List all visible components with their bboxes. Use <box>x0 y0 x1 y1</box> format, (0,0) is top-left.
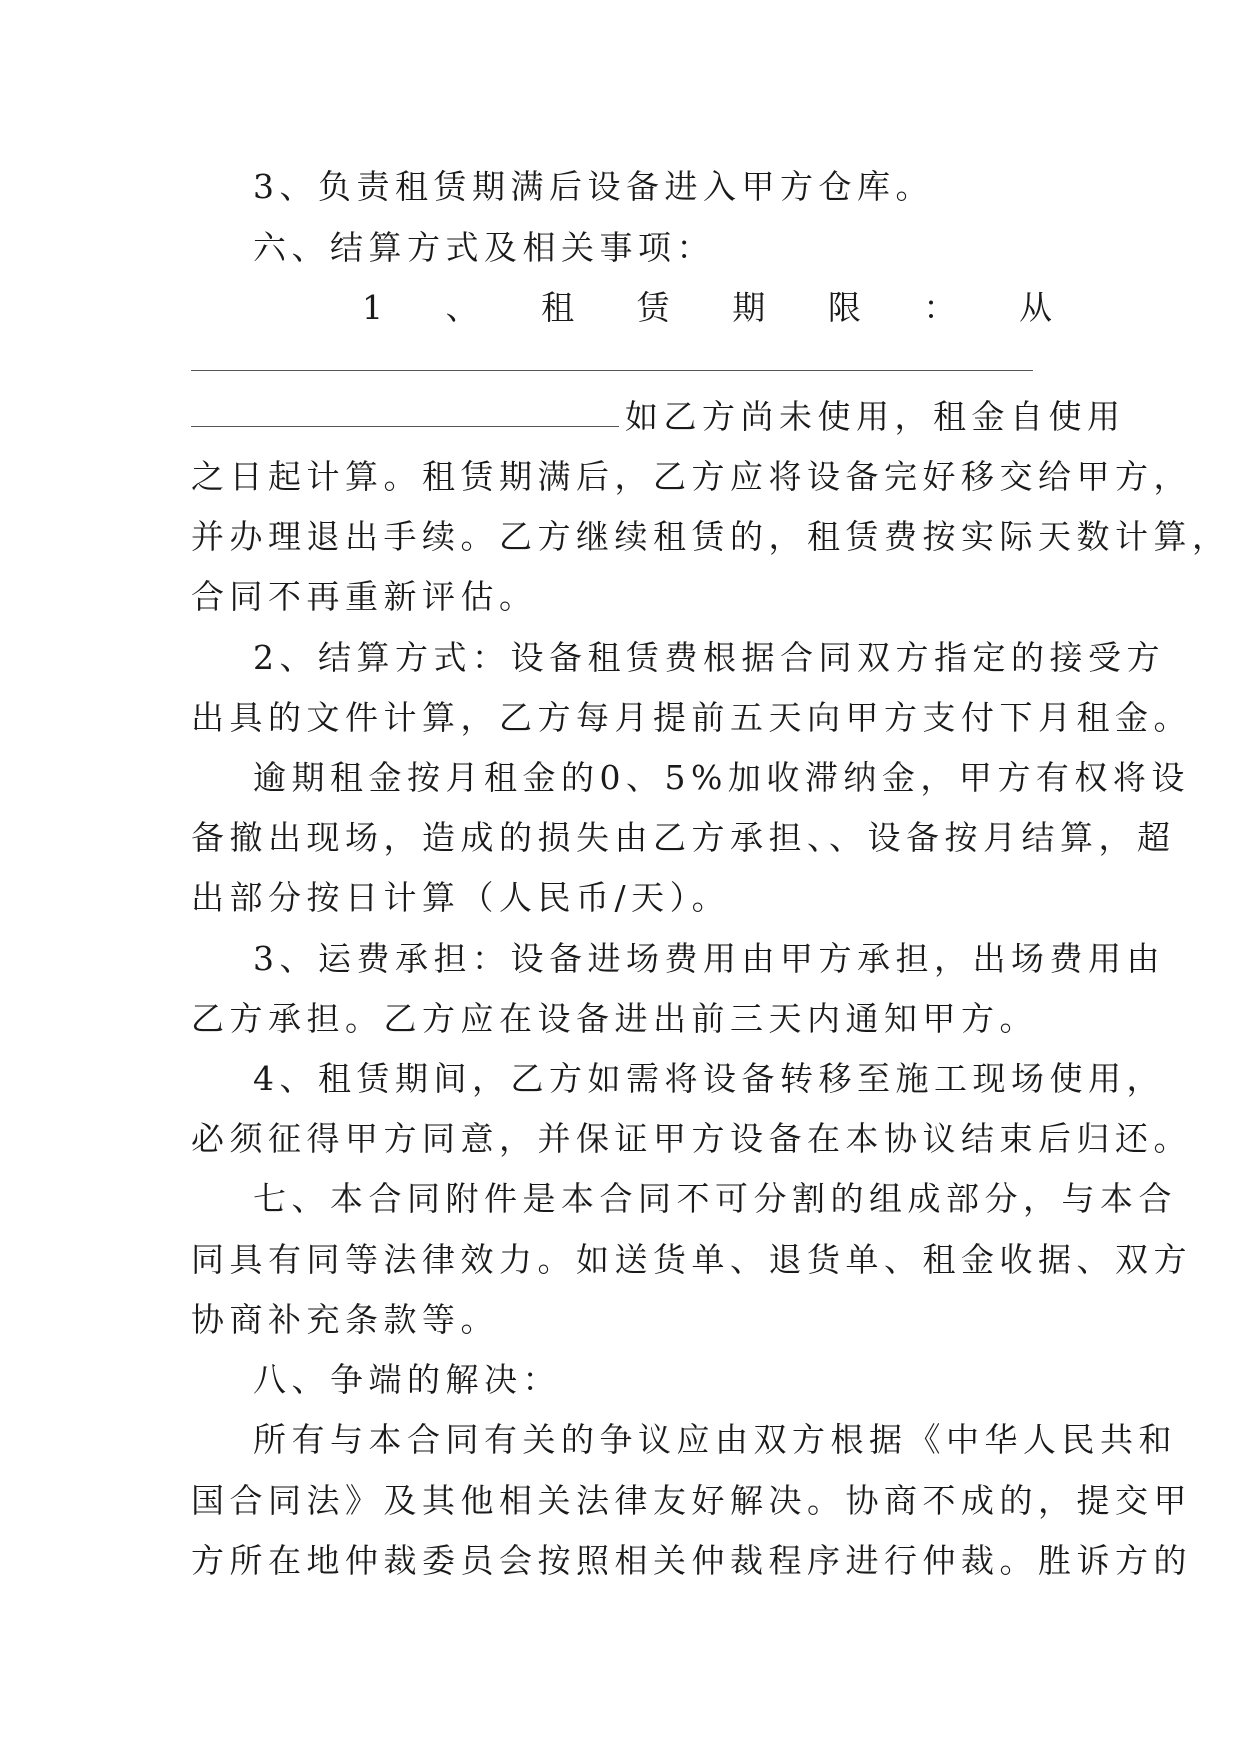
paragraph-line: 七、本合同附件是本合同不可分割的组成部分，与本合 <box>253 1179 1177 1218</box>
paragraph-line: 同具有同等法律效力。如送货单、退货单、租金收据、双方 <box>191 1240 1192 1279</box>
paragraph-text: 如乙方尚未使用，租金自使用 <box>625 397 1126 436</box>
paragraph-line: 必须征得甲方同意，并保证甲方设备在本协议结束后归还。 <box>191 1119 1192 1158</box>
section-heading-disputes: 八、争端的解决： <box>253 1360 561 1399</box>
lease-term-char: 1 <box>362 288 383 327</box>
paragraph-line: 出具的文件计算，乙方每月提前五天向甲方支付下月租金。 <box>191 698 1192 737</box>
paragraph-line: 逾期租金按月租金的0、5%加收滞纳金，甲方有权将设 <box>253 758 1190 797</box>
lease-term-char: ： <box>923 288 957 327</box>
paragraph-line: 备撤出现场，造成的损失由乙方承担、、设备按月结算，超 <box>191 818 1176 857</box>
lease-term-char: 赁 <box>636 288 670 327</box>
paragraph-line: 乙方承担。乙方应在设备进出前三天内通知甲方。 <box>191 999 1038 1038</box>
fill-in-blank-line <box>191 370 1033 371</box>
lease-term-char: 、 <box>445 288 479 327</box>
lease-term-char: 限 <box>827 288 861 327</box>
paragraph-line: 4、租赁期间，乙方如需将设备转移至施工现场使用， <box>253 1059 1165 1098</box>
lease-term-char: 期 <box>732 288 766 327</box>
paragraph-line: 3、运费承担：设备进场费用由甲方承担，出场费用由 <box>253 939 1165 978</box>
lease-term-line <box>362 287 1052 329</box>
lease-term-char: 从 <box>1018 288 1052 327</box>
paragraph-line: 出部分按日计算（人民币/天）。 <box>191 878 731 917</box>
paragraph-line: 之日起计算。租赁期满后，乙方应将设备完好移交给甲方， <box>191 457 1192 496</box>
paragraph-line: 并办理退出手续。乙方继续租赁的，租赁费按实际天数计算， <box>191 517 1231 556</box>
paragraph-line: 所有与本合同有关的争议应由双方根据《中华人民共和 <box>253 1420 1177 1459</box>
fill-in-blank-short <box>191 396 619 427</box>
paragraph-line: 方所在地仲裁委员会按照相关仲裁程序进行仲裁。胜诉方的 <box>191 1541 1192 1580</box>
paragraph-line: 国合同法》及其他相关法律友好解决。协商不成的，提交甲 <box>191 1481 1192 1520</box>
paragraph-line: 合同不再重新评估。 <box>191 577 538 616</box>
section-heading-settlement: 六、结算方式及相关事项： <box>253 228 715 267</box>
paragraph-line: 3、负责租赁期满后设备进入甲方仓库。 <box>253 167 934 206</box>
paragraph-line <box>191 396 1126 438</box>
lease-term-char: 租 <box>541 288 575 327</box>
paragraph-line: 2、结算方式：设备租赁费根据合同双方指定的接受方 <box>253 638 1165 677</box>
paragraph-line: 协商补充条款等。 <box>191 1300 499 1339</box>
